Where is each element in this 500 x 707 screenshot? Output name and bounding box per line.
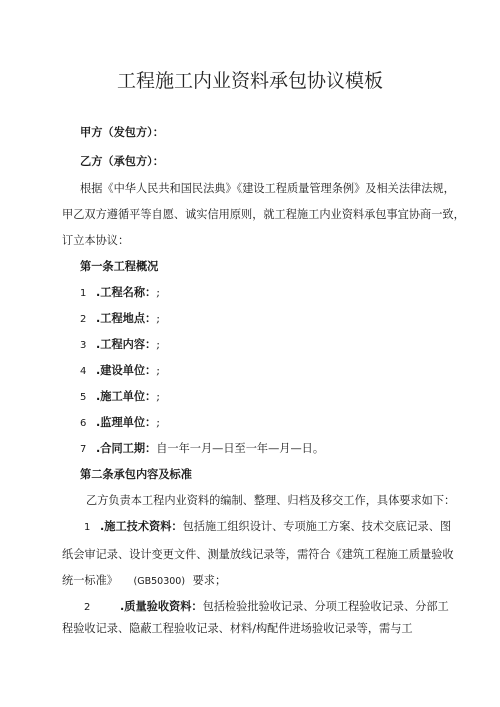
intro-line-1: 根据《中华人民共和国民法典》《建设工程质量管理条例》及相关法律法规，	[80, 182, 455, 195]
document-title: 工程施工内业资料承包协议模板	[116, 70, 383, 92]
item-text: 要求；	[192, 574, 227, 587]
overview-item	[80, 310, 160, 326]
item-value: ;	[156, 286, 160, 299]
content-item-1-line-3	[62, 572, 226, 588]
item-value: ;	[156, 312, 160, 325]
item-value: 自一年一月—日至一年—月—日。	[156, 442, 325, 455]
party-a-line: 甲方（发包方）：	[80, 126, 164, 139]
item-text: 统一标准》	[62, 574, 118, 587]
standard-code: (GB50300)	[133, 576, 186, 587]
item-label: .施工单位：	[96, 390, 157, 403]
overview-item	[80, 440, 324, 456]
article-2-intro: 乙方负责本工程内业资料的编制、整理、归档及移交工作，具体要求如下：	[86, 494, 456, 507]
overview-item	[80, 362, 160, 378]
item-number: 1	[84, 522, 91, 533]
content-item-2	[84, 598, 449, 614]
item-label: .工程地点：	[96, 312, 157, 325]
content-item-1-line-2: 纸会审记录、设计变更文件、测量放线记录等，需符合《建筑工程施工质量验收	[62, 548, 454, 561]
item-text: 包括检验批验收记录、分项工程验收记录、分部工	[202, 600, 449, 613]
overview-item	[80, 414, 160, 430]
item-number: 3	[80, 340, 87, 351]
content-item-1	[84, 518, 451, 534]
item-label: .施工技术资料：	[100, 520, 183, 533]
item-number: 2	[80, 314, 87, 325]
item-label: .监理单位：	[96, 416, 157, 429]
item-label: .工程内容：	[96, 338, 157, 351]
item-number: 4	[80, 366, 87, 377]
article-1-heading: 第一条工程概况	[80, 260, 159, 273]
item-value: ;	[156, 416, 160, 429]
item-number: 1	[80, 288, 87, 299]
item-number: 5	[80, 392, 87, 403]
item-label: .合同工期：	[96, 442, 157, 455]
intro-line-3: 订立本协议：	[62, 234, 130, 247]
overview-item	[80, 388, 160, 404]
item-label: .建设单位：	[96, 364, 157, 377]
item-value: ;	[156, 364, 160, 377]
item-text: 包括施工组织设计、专项施工方案、技术交底记录、图	[182, 520, 452, 533]
item-number: 6	[80, 418, 87, 429]
item-value: ;	[156, 338, 160, 351]
item-number: 2	[84, 602, 91, 613]
item-value: ;	[156, 390, 160, 403]
party-b-line: 乙方（承包方）：	[80, 155, 164, 168]
item-label: .质量验收资料：	[120, 600, 203, 613]
overview-item	[80, 284, 160, 300]
intro-line-2: 甲乙双方遵循平等自愿、诚实信用原则，就工程施工内业资料承包事宜协商一致，	[62, 208, 465, 221]
item-number: 7	[80, 444, 87, 455]
article-2-heading: 第二条承包内容及标准	[80, 468, 192, 481]
overview-item	[80, 336, 160, 352]
content-item-2-line-2: 程验收记录、隐蔽工程验收记录、材料/构配件进场验收记录等，需与工	[62, 622, 413, 635]
item-label: .工程名称：	[96, 286, 157, 299]
